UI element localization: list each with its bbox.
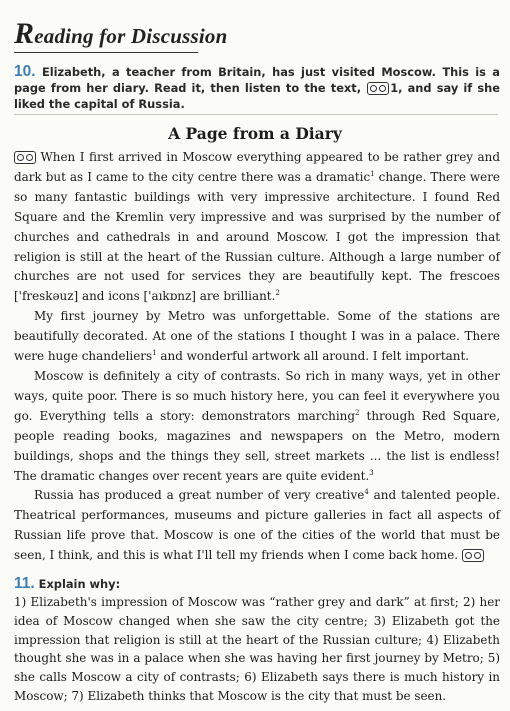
paragraph-1: [14, 148, 500, 307]
story-title: A Page from a Diary: [168, 124, 342, 143]
divider: [14, 114, 498, 115]
paragraph-3-text-cont: through Red Square, people reading books, magazines and newspapers on the Metro, modern buildings, shops and the things they sell, street markets ... the list is endless! The dramatic changes over recent years are quite evident.: [14, 408, 500, 483]
paragraph-2: [14, 307, 500, 367]
paragraph-2-text: My first journey by Metro was unforgettable. Some of the stations are beautifully decorated. At one of the stations I thought I was in a palace. There were huge chandeliers: [14, 309, 500, 364]
track-number: 1: [390, 81, 399, 95]
cassette-tape-icon[interactable]: [462, 549, 484, 562]
task-instruction: Elizabeth, a teacher from Britain, has just visited Moscow. This is a page from her diary. Read it, then listen to the text,: [14, 65, 500, 95]
story-text: [14, 148, 500, 566]
paragraph-1-text-cont: change. There were so many fantastic buildings with very impressive architecture. I found Red Square and the Kremlin very impressive and was surprised by the number of churches and cathedrals in and around Moscow. I got the impression that religion is still at the heart of the Russian culture. Although a large number of churches are not used for services they are beautifully kept. The frescoes ['freskəuz] and icons ['aıkɒnz] are brilliant.: [14, 169, 500, 304]
paragraph-4-text-cont: and talented people. Theatrical performances, museums and picture galleries in fact all aspects of Russian life prove that. Moscow is one of the cities of the world that must be seen, I think, and this is what I'll tell my friends when I come back home.: [14, 488, 500, 563]
footnote-mark: 1: [370, 169, 375, 178]
task-11: [14, 576, 500, 592]
section-title-underline: [14, 52, 198, 53]
task-number: 11.: [14, 575, 35, 592]
paragraph-2-text-cont: and wonderful artwork all around. I felt important.: [156, 349, 470, 364]
cassette-tape-icon[interactable]: [14, 151, 36, 164]
section-title: [14, 17, 227, 51]
task-10: [14, 64, 500, 112]
task-number: 10.: [14, 63, 36, 80]
section-title-initial: R: [14, 17, 35, 50]
footnote-mark: 2: [275, 289, 280, 298]
section-title-rest: eading for Discussion: [34, 24, 228, 48]
task-heading: Explain why:: [38, 577, 121, 591]
paragraph-3: [14, 367, 500, 486]
task-11-questions: 1) Elizabeth's impression of Moscow was “rather grey and dark” at first; 2) her idea of Moscow changed when she saw the city centre; 3) Elizabeth got the impression that religion is still at the heart of the Russian culture; 4) Elizabeth thought she was in a palace when she was having her first journey by Metro; 5) she calls Moscow a city of contrasts; 6) Elizabeth says there is much history in Moscow; 7) Elizabeth thinks that Moscow is the city that must be seen.: [14, 595, 500, 703]
paragraph-3-text: Moscow is definitely a city of contrasts. So rich in many ways, yet in other ways, quite poor. There is so much history here, you can feel it everywhere you go. Everything tells a story: demonstrators marching: [14, 368, 500, 423]
paragraph-4-text: Russia has produced a great number of very creative: [34, 488, 365, 503]
paragraph-4: [14, 486, 500, 566]
paragraph-1-text: When I first arrived in Moscow everything appeared to be rather grey and dark but as I came to the city centre there was a dramatic: [14, 150, 501, 184]
cassette-tape-icon[interactable]: [367, 82, 389, 95]
footnote-mark: 3: [369, 468, 374, 477]
task-instruction-end: , and say if she liked the capital of Russia.: [14, 81, 501, 111]
footnote-mark: 2: [354, 408, 360, 417]
footnote-mark: 4: [364, 488, 369, 497]
footnote-mark: 1: [152, 349, 157, 358]
